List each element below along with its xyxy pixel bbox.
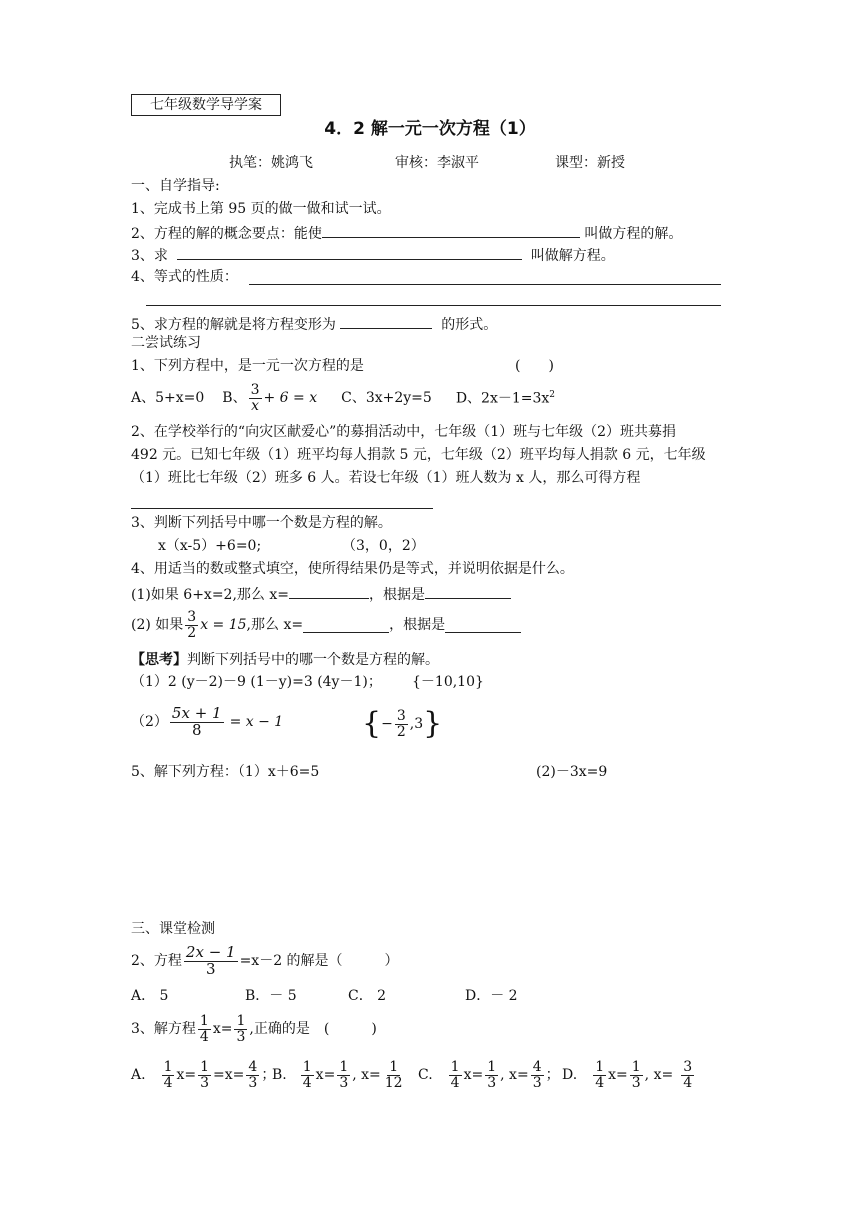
s3-q2-d: D．－ 2 <box>465 988 518 1004</box>
option-b-rest: + 6 = x <box>263 389 318 406</box>
numerator: 2x − 1 <box>185 942 236 961</box>
option-a: A、5+x=0 <box>131 389 205 406</box>
s2-q4-1 <box>131 584 511 603</box>
reviewer: 审核：李淑平 <box>395 155 479 171</box>
s2-q1: 1、下列方程中，是一元一次方程的是 <box>131 358 364 374</box>
denominator: 3 <box>487 1074 497 1091</box>
s3-q3-mid: x= <box>212 1020 233 1037</box>
fraction <box>630 1060 643 1090</box>
numerator: 3 <box>250 381 260 398</box>
think-2-rest: = x − 1 <box>229 713 284 730</box>
denominator: 3 <box>631 1074 641 1091</box>
option-c-text: x= <box>463 1066 484 1083</box>
denominator: 3 <box>236 1028 246 1045</box>
fraction <box>246 1060 259 1090</box>
option-d-text-2: , x= <box>644 1066 674 1083</box>
option-a-text: x= <box>176 1066 197 1083</box>
s3-q3-pre: 3、解方程 <box>131 1020 196 1037</box>
numerator: 4 <box>532 1058 542 1075</box>
answer-blank[interactable] <box>322 223 580 238</box>
s2-q4-1-mid: ，根据是 <box>368 587 425 603</box>
denominator: 3 <box>200 1074 210 1091</box>
denominator: 2 <box>187 624 197 641</box>
denominator: x <box>251 397 259 414</box>
s2-q5: 5、解下列方程：（1）x＋6=5 <box>131 764 320 780</box>
denominator: 4 <box>450 1074 460 1091</box>
fraction <box>485 1060 498 1090</box>
fraction <box>162 1060 175 1090</box>
s2-q5-2: (2)－3x=9 <box>536 764 608 780</box>
denominator: 3 <box>339 1074 349 1091</box>
s2-q1-options <box>131 377 555 419</box>
numerator: 1 <box>631 1058 641 1075</box>
s3-q2 <box>131 938 399 984</box>
s2-q2-line3: （1）班比七年级（2）班多 6 人。若设七年级（1）班人数为 x 人，那么可得方程 <box>131 470 641 486</box>
s2-q4-2-pre: (2) 如果 <box>131 616 184 633</box>
minus-sign: − <box>381 715 393 732</box>
answer-blank[interactable] <box>289 584 369 599</box>
fraction <box>681 1060 694 1090</box>
think-1: （1）2 (y－2)－9 (1－y)=3 (4y－1)； <box>131 674 382 690</box>
option-b-label: B、 <box>222 389 247 406</box>
option-d <box>456 390 555 407</box>
s3-q2-a: A． 5 <box>131 988 169 1004</box>
numerator: 1 <box>450 1058 460 1075</box>
numerator: 3 <box>187 608 197 625</box>
option-a-label: A. <box>131 1066 146 1083</box>
page-title: 4．2 解一元一次方程（1） <box>324 119 536 139</box>
numerator: 1 <box>302 1058 312 1075</box>
numerator: 1 <box>200 1058 210 1075</box>
numerator: 1 <box>487 1058 497 1075</box>
answer-blank[interactable] <box>303 618 389 633</box>
numerator: 1 <box>339 1058 349 1075</box>
think-heading <box>131 652 439 668</box>
answer-blank[interactable] <box>340 314 432 329</box>
numerator: 3 <box>396 707 406 724</box>
s1-q3-pre: 3、求 <box>131 248 168 264</box>
denominator: 4 <box>163 1074 173 1091</box>
numerator: 4 <box>248 1058 258 1075</box>
think-1-options: {－10,10} <box>412 674 484 690</box>
option-d-label: D. <box>562 1066 578 1083</box>
option-b-label: B. <box>272 1066 287 1083</box>
option-d-text: D、2x－1=3x <box>455 390 550 407</box>
numerator: 3 <box>683 1058 693 1075</box>
denominator: 4 <box>199 1028 209 1045</box>
denominator: 12 <box>384 1074 403 1091</box>
s2-q2-line2: 492 元。已知七年级（1）班平均每人捐款 5 元，七年级（2）班平均每人捐款 6 元，七年级 <box>131 447 706 463</box>
s1-q4-label: 4、等式的性质： <box>131 269 238 285</box>
denominator: 3 <box>248 1074 258 1091</box>
section-2-heading: 二尝试练习 <box>131 335 201 351</box>
numerator: 1 <box>236 1012 246 1029</box>
s1-q1: 1、完成书上第 95 页的做一做和试一试。 <box>131 201 391 217</box>
fraction <box>198 1060 211 1090</box>
think-2-options <box>362 700 442 748</box>
denominator: 3 <box>205 959 216 978</box>
answer-line[interactable] <box>249 284 721 285</box>
s3-q3-option-a <box>131 1052 275 1098</box>
numerator: 1 <box>389 1058 399 1075</box>
answer-line[interactable] <box>131 508 433 509</box>
numerator: 1 <box>595 1058 605 1075</box>
answer-blank[interactable] <box>445 618 521 633</box>
s2-q4-2-post: ,那么 x= <box>246 616 304 633</box>
numerator: 1 <box>163 1058 173 1075</box>
option-d-text: x= <box>608 1066 628 1083</box>
fraction <box>449 1060 462 1090</box>
fraction <box>337 1060 350 1090</box>
s1-q5-post: 的形式。 <box>441 317 498 333</box>
fraction <box>198 1014 211 1044</box>
left-brace-icon: { <box>362 705 382 741</box>
fraction <box>383 1060 405 1090</box>
s3-q2-post: =x－2 的解是（ ） <box>239 952 399 969</box>
s2-q4: 4、用适当的数或整式填空，使所得结果仍是等式，并说明依据是什么。 <box>131 561 574 577</box>
s3-q3 <box>131 1007 377 1051</box>
option-a-end: ； <box>261 1066 276 1083</box>
fraction <box>593 1060 606 1090</box>
answer-line[interactable] <box>146 305 721 306</box>
s1-q2 <box>131 223 682 242</box>
s3-q2-c: C． 2 <box>348 988 387 1004</box>
s1-q3-post: 叫做解方程。 <box>530 248 615 264</box>
think-2-opt-rest: ,3 <box>409 715 424 732</box>
denominator: 8 <box>191 720 202 739</box>
s1-q5-pre: 5、求方程的解就是将方程变形为 <box>131 317 336 333</box>
s2-q4-2 <box>131 604 521 646</box>
s3-q3-post: ,正确的是 ( ) <box>249 1020 377 1037</box>
fraction <box>234 1014 247 1044</box>
think-label: 【思考】 <box>131 652 187 668</box>
s2-q3-options: （3，0，2） <box>342 538 425 554</box>
writer: 执笔：姚鸿飞 <box>229 155 313 171</box>
s3-q3-option-b <box>272 1052 407 1098</box>
fraction <box>170 703 224 739</box>
s2-q3: 3、判断下列括号中哪一个数是方程的解。 <box>131 515 392 531</box>
section-3-heading: 三、课堂检测 <box>131 921 215 937</box>
s1-q3 <box>131 245 615 264</box>
fraction <box>531 1060 544 1090</box>
s1-q5 <box>131 314 497 333</box>
denominator: 4 <box>302 1074 312 1091</box>
exponent: 2 <box>549 389 556 400</box>
s3-q3-option-d <box>562 1052 696 1098</box>
section-1-heading: 一、自学指导: <box>131 178 220 194</box>
right-brace-icon: } <box>423 705 443 741</box>
doc-tag: 七年级数学导学案 <box>131 94 281 116</box>
fraction <box>185 610 198 640</box>
fraction <box>395 709 408 739</box>
denominator: 2 <box>396 723 406 740</box>
think-2 <box>131 698 283 746</box>
option-a-text-2: =x= <box>213 1066 245 1083</box>
s2-q4-2-mid: ，根据是 <box>389 616 446 633</box>
option-c-label: C. <box>418 1066 433 1083</box>
numerator: 1 <box>199 1012 209 1029</box>
s3-q3-option-c <box>418 1052 560 1098</box>
s2-q3-equation: x（x-5）+6=0; <box>158 538 262 554</box>
option-c-text-2: , x= <box>500 1066 529 1083</box>
s1-q2-post: 叫做方程的解。 <box>584 226 683 242</box>
option-c: C、3x+2y=5 <box>341 389 432 406</box>
s1-q2-pre: 2、方程的解的概念要点：能使 <box>131 226 322 242</box>
s2-q2-line1: 2、在学校举行的“向灾区献爱心”的募捐活动中，七年级（1）班与七年级（2）班共募捐 <box>131 424 677 440</box>
think-2-label: （2） <box>131 713 168 730</box>
answer-blank[interactable] <box>177 245 522 260</box>
s3-q2-pre: 2、方程 <box>131 952 182 969</box>
s3-q2-b: B．－ 5 <box>245 988 297 1004</box>
lesson-type: 课型：新授 <box>555 155 625 171</box>
denominator: 4 <box>683 1074 693 1091</box>
option-c-end: ； <box>545 1066 560 1083</box>
denominator: 3 <box>532 1074 542 1091</box>
option-b-text-2: , x= <box>352 1066 381 1083</box>
fraction <box>184 942 238 978</box>
fraction <box>301 1060 314 1090</box>
fraction <box>249 383 262 413</box>
s2-q4-1-pre: (1)如果 6+x=2,那么 x= <box>131 587 289 603</box>
s2-q4-2-eq: x = 15 <box>200 616 247 633</box>
numerator: 5x + 1 <box>171 703 222 722</box>
denominator: 4 <box>595 1074 605 1091</box>
think-text: 判断下列括号中的哪一个数是方程的解。 <box>187 652 439 668</box>
s2-q1-paren: ( ) <box>515 358 554 374</box>
answer-blank[interactable] <box>425 584 511 599</box>
option-b-text: x= <box>315 1066 336 1083</box>
